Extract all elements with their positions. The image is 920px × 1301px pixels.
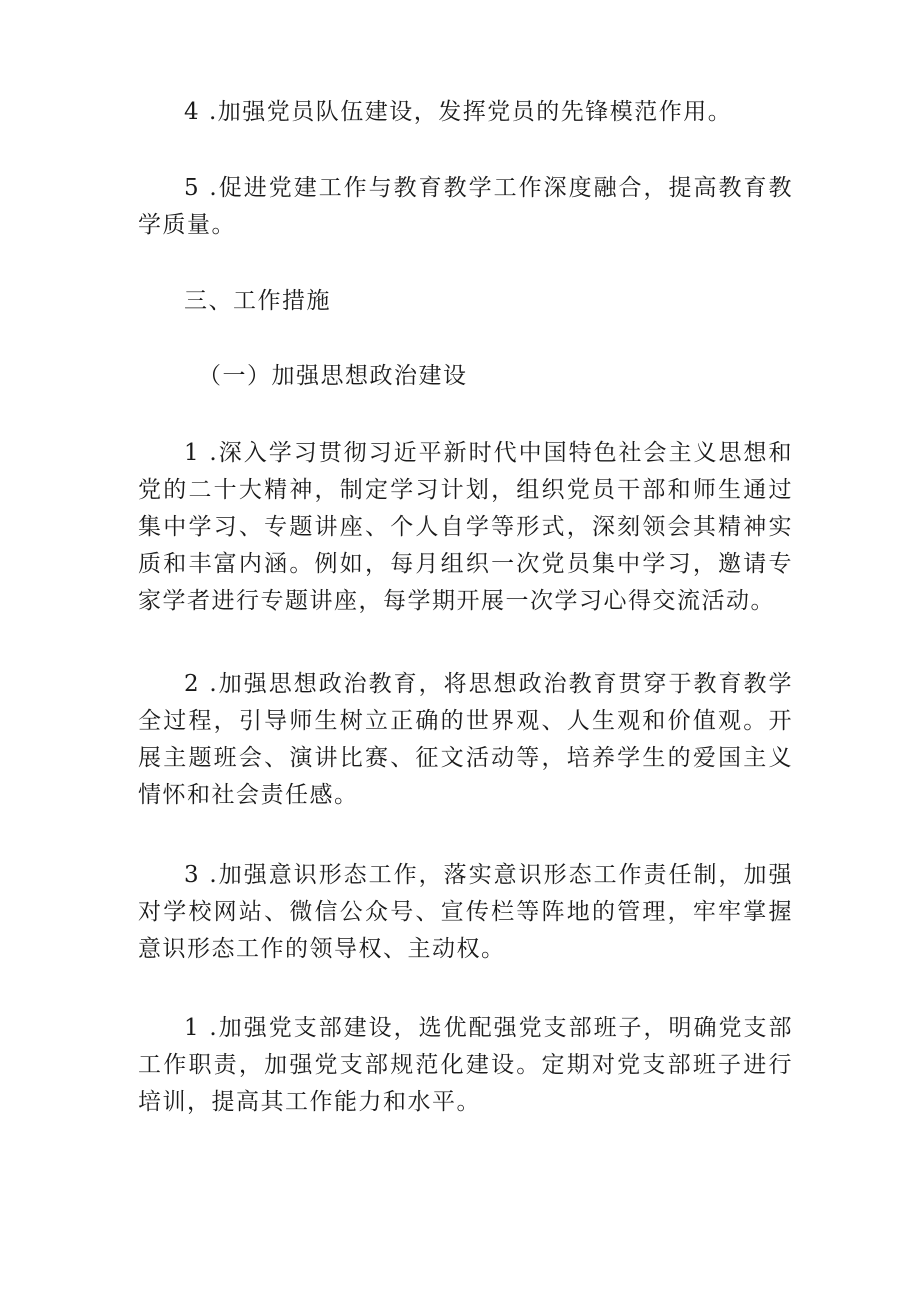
goal-item-4: 4 .加强党员队伍建设，发挥党员的先锋模范作用。 bbox=[184, 99, 733, 125]
section-heading-work-measures: 三、工作措施 bbox=[184, 288, 331, 314]
goal-item-5: 5 .促进党建工作与教育教学工作深度融合，提高教育教学质量。 bbox=[138, 175, 793, 238]
party-branch-item-1: 1 .加强党支部建设，选优配强党支部班子，明确党支部工作职责，加强党支部规范化建设。定期对党支部班子进行培训，提高其工作能力和水平。 bbox=[138, 1015, 793, 1115]
measure-item-1: 1 .深入学习贯彻习近平新时代中国特色社会主义思想和党的二十大精神，制定学习计划，组织党员干部和师生通过集中学习、专题讲座、个人自学等形式，深刻领会其精神实质和丰富内涵。例如，每月组织一次党员集中学习，邀请专家学者进行专题讲座，每学期开展一次学习心得交流活动。 bbox=[138, 440, 793, 614]
measure-item-2: 2 .加强思想政治教育，将思想政治教育贯穿于教育教学全过程，引导师生树立正确的世界观、人生观和价值观。开展主题班会、演讲比赛、征文活动等，培养学生的爱国主义情怀和社会责任感。 bbox=[138, 671, 793, 808]
measure-item-3: 3 .加强意识形态工作，落实意识形态工作责任制，加强对学校网站、微信公众号、宣传栏等阵地的管理，牢牢掌握意识形态工作的领导权、主动权。 bbox=[138, 862, 793, 962]
subsection-heading-ideological-political: （一）加强思想政治建设 bbox=[198, 363, 468, 389]
